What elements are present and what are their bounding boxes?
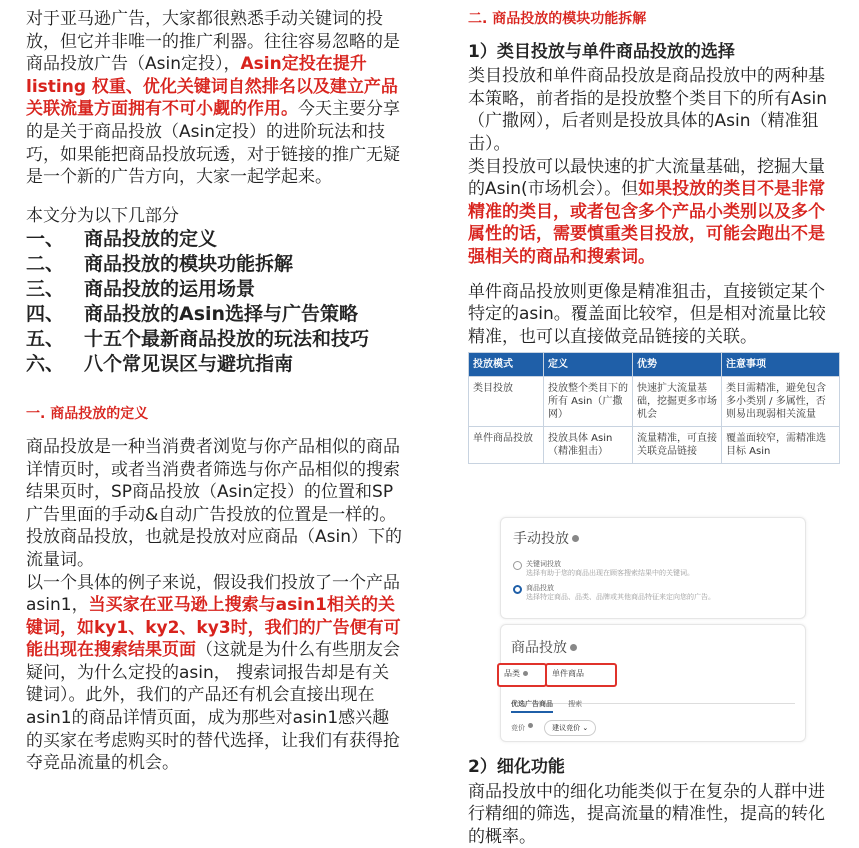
subtab-suggested[interactable]: 优选广告商品 [511, 700, 553, 713]
product-targeting-title: 商品投放 [511, 640, 567, 656]
intro-highlight: Asin定投在提升 listing 权重、优化关键词自然排名以及建立产品关联流量方面拥有不可小觑的作用。 [26, 54, 398, 120]
subsection-1-paragraph-1: 类目投放和单件商品投放是商品投放中的两种基本策略，前者指的是投放整个类目下的所有Asin（广撒网），后者则是投放具体的Asin（精准狙击）。 [468, 66, 827, 154]
toc-item: 一、 商品投放的定义 [26, 228, 218, 251]
table-row [469, 427, 840, 464]
comparison-table [468, 352, 840, 464]
section-2-heading: 二. 商品投放的模块功能拆解 [468, 11, 647, 27]
right-column [468, 8, 840, 464]
tab-category[interactable]: 品类 [497, 663, 547, 687]
toc-item: 五、 十五个最新商品投放的玩法和技巧 [26, 328, 370, 351]
toc-item: 三、 商品投放的运用场景 [26, 278, 256, 301]
table-of-contents [26, 227, 406, 377]
table-cell: 流量精准，可直接关联竞品链接 [633, 427, 722, 464]
table-cell: 单件商品投放 [469, 427, 544, 464]
section-1-heading: 一. 商品投放的定义 [26, 406, 149, 423]
bid-label: 竞价 [511, 724, 525, 732]
table-cell: 快速扩大流量基础，挖掘更多市场机会 [633, 377, 722, 427]
toc-item: 六、 八个常见误区与避坑指南 [26, 353, 294, 376]
bid-dropdown[interactable]: 建议竞价 ⌄ [544, 720, 596, 736]
subsection-2 [468, 756, 840, 848]
section-1-paragraph-2: 以一个具体的例子来说，假设我们投放了一个产品asin1，当买家在亚马逊上搜索与asin1相关的关键词，如ky1、ky2、ky3时，我们的广告便有可能出现在搜索结果页面（这就是为什么有些朋友会疑问，为什么定投的asin， 搜索词报告却是有关键词）。此外，我们的产品还有机会直接出现在asin1的商品详情页面，成为那些对asin1感兴趣的买家在考虑购买时的替代选择，让我们有获得抢夺竞品流量的机会。 [26, 572, 401, 774]
intro-paragraph: 对于亚马逊广告，大家都很熟悉手动关键词的投放，但它并非唯一的推广利器。往往容易忽略的是商品投放广告（Asin定投），Asin定投在提升 listing 权重、优化关键词自然排名以及建立产品关联流量方面拥有不可小觑的作用。今天主要分享的是关于商品投放（Asin定投）的进阶玩法和技巧，如果能把商品投放玩透，对于链接的推广无疑是一个新的广告方向，大家一起学起来。 [26, 9, 400, 188]
example-highlight: 当买家在亚马逊上搜索与asin1相关的关键词，如ky1、ky2、ky3时，我们的广告便有可能出现在搜索结果页面 [26, 595, 401, 661]
manual-targeting-screenshot [500, 517, 806, 619]
toc-item: 二、 商品投放的模块功能拆解 [26, 253, 294, 276]
tab-single-product[interactable]: 单件商品 [545, 663, 617, 687]
table-header-cell: 注意事项 [722, 353, 840, 377]
table-cell: 覆盖面较窄，需精准选目标 Asin [722, 427, 840, 464]
table-header-row [469, 353, 840, 377]
category-warning-highlight: 如果投放的类目不是非常精准的类目，或者包含多个产品小类别以及多个属性的话，需要慎重类目投放，可能会跑出不是强相关的商品和搜索词。 [468, 179, 826, 267]
table-cell: 类目投放 [469, 377, 544, 427]
table-cell: 类目需精准，避免包含多小类别 / 多属性，否则易出现弱相关流量 [722, 377, 840, 427]
info-icon [572, 535, 579, 542]
table-cell: 投放整个类目下的所有 Asin（广撒网） [544, 377, 633, 427]
subtab-search[interactable]: 搜索 [568, 700, 583, 708]
table-row [469, 377, 840, 427]
toc-item: 四、 商品投放的Asin选择与广告策略 [26, 303, 359, 326]
keyword-targeting-option[interactable]: 关键词投放 选择有助于您的商品出现在顾客搜索结果中的关键词。 [513, 560, 793, 578]
section-1-paragraph-1: 商品投放是一种当消费者浏览与你产品相似的商品详情页时，或者当消费者筛选与你产品相似的搜索结果页时，SP商品投放（Asin定投）的位置和SP广告里面的手动&自动广告投放的位置是一样的。投放商品投放，也就是投放对应商品（Asin）下的流量词。 [26, 436, 402, 570]
table-cell: 投放具体 Asin（精准狙击） [544, 427, 633, 464]
subsection-1-paragraph-2: 类目投放可以最快速的扩大流量基础，挖掘大量的Asin(市场机会）。但如果投放的类目不是非常精准的类目，或者包含多个产品小类别以及多个属性的话，需要慎重类目投放，可能会跑出不是强相关的商品和搜索词。 [468, 156, 826, 267]
subsection-2-heading: 2）细化功能 [468, 757, 565, 777]
radio-selected-icon[interactable] [513, 585, 522, 594]
manual-targeting-title: 手动投放 [513, 531, 569, 547]
table-header-cell: 投放模式 [469, 353, 544, 377]
toc-intro: 本文分为以下几部分 [26, 205, 179, 226]
chevron-down-icon: ⌄ [582, 724, 589, 732]
table-header-cell: 定义 [544, 353, 633, 377]
product-targeting-option[interactable]: 商品投放 选择特定商品、品类、品牌或其他商品特征来定向您的广告。 [513, 584, 793, 602]
subsection-1-paragraph-3: 单件商品投放则更像是精准狙击，直接锁定某个特定的asin。覆盖面比较窄，但是相对流量比较精准，也可以直接做竞品链接的关联。 [468, 281, 826, 347]
subsection-1-heading: 1）类目投放与单件商品投放的选择 [468, 41, 735, 62]
radio-unselected-icon[interactable] [513, 561, 522, 570]
left-column [26, 8, 406, 775]
table-header-cell: 优势 [633, 353, 722, 377]
info-icon [570, 644, 577, 651]
subsection-2-paragraph: 商品投放中的细化功能类似于在复杂的人群中进行精细的筛选，提高流量的精准性，提高的转化的概率。 [468, 781, 825, 847]
product-targeting-screenshot [500, 624, 806, 742]
